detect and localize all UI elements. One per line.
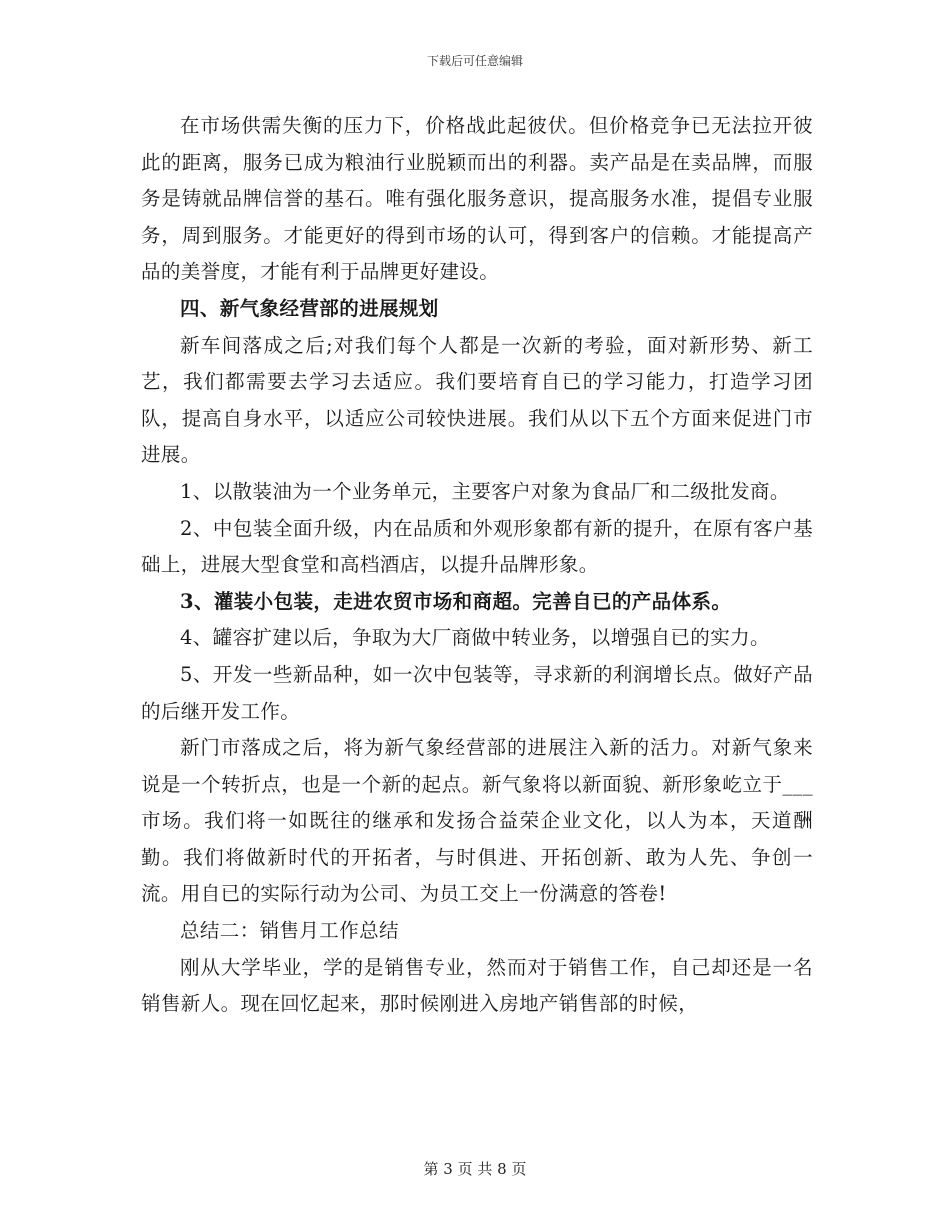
document-body	[141, 108, 813, 1023]
paragraph-graduation: 刚从大学毕业，学的是销售专业，然而对于销售工作，自己却还是一名销售新人。现在回忆起来，那时候刚进入房地产销售部的时候，	[141, 955, 813, 1016]
section-heading-development-plan: 四、新气象经营部的进展规划	[180, 296, 439, 320]
paragraph-service: 在市场供需失衡的压力下，价格战此起彼伏。但价格竞争已无法拉开彼此的距离，服务已成为粮油行业脱颖而出的利器。卖产品是在卖品牌，而服务是铸就品牌信誉的基石。唯有强化服务意识，提高服务水准，提倡专业服务，周到服务。才能更好的得到市场的认可，得到客户的信赖。才能提高产品的美誉度，才能有利于品牌更好建设。	[141, 114, 813, 284]
list-item-5: 5、开发一些新品种，如一次中包装等，寻求新的利润增长点。做好产品的后继开发工作。	[141, 662, 813, 723]
list-item-4: 4、罐容扩建以后，争取为大厂商做中转业务，以增强自已的实力。	[180, 626, 770, 650]
list-item-1: 1、以散装油为一个业务单元，主要客户对象为食品厂和二级批发商。	[180, 479, 790, 503]
paragraph-new-store: 新门市落成之后，将为新气象经营部的进展注入新的活力。对新气象来说是一个转折点，也是一个新的起点。新气象将以新面貌、新形象屹立于___市场。我们将一如既往的继承和发扬合益荣企业文化，以人为本，天道酬勤。我们将做新时代的开拓者，与时俱进、开拓创新、敢为人先、争创一流。用自已的实际行动为公司、为员工交上一份满意的答卷!	[141, 736, 813, 906]
section-heading-summary-two: 总结二：销售月工作总结	[180, 919, 399, 943]
page-footer: 第 3 页 共 8 页	[423, 1160, 527, 1178]
list-item-3: 3、灌装小包装，走进农贸市场和商超。完善自已的产品体系。	[180, 589, 732, 613]
paragraph-new-workshop: 新车间落成之后;对我们每个人都是一次新的考验，面对新形势、新工艺，我们都需要去学习去适应。我们要培育自已的学习能力，打造学习团队，提高自身水平，以适应公司较快进展。我们从以下五个方面来促进门市进展。	[141, 333, 813, 467]
page-header: 下载后可任意编辑	[426, 54, 523, 68]
list-item-2: 2、中包装全面升级，内在品质和外观形象都有新的提升，在原有客户基础上，进展大型食堂和高档酒店，以提升品牌形象。	[141, 516, 813, 577]
